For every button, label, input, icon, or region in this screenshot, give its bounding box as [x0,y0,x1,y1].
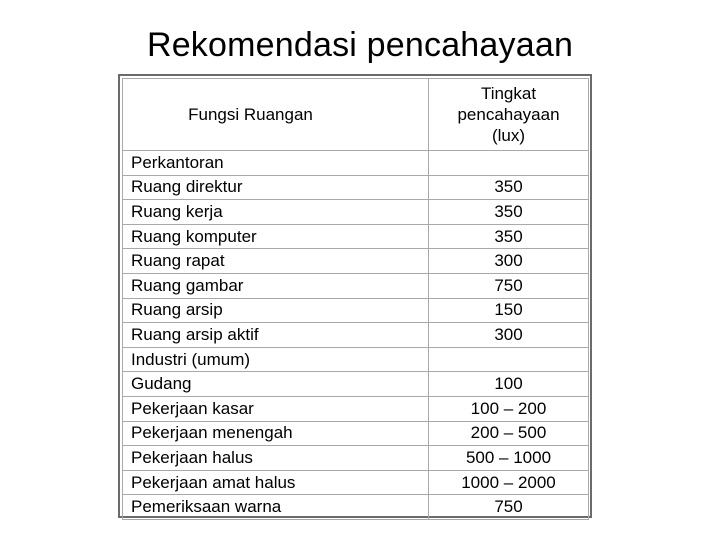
table-row-category [123,151,589,176]
lux-value-cell: 100 [429,372,589,397]
lux-value-cell [429,347,589,372]
table-row [123,298,589,323]
column-header-room-function: Fungsi Ruangan [123,79,429,151]
page-title: Rekomendasi pencahayaan [146,26,574,64]
table-row [123,249,589,274]
lux-value-cell: 350 [429,224,589,249]
table-row [123,200,589,225]
room-function-cell: Pekerjaan amat halus [123,470,429,495]
table-row [123,224,589,249]
lux-value-cell [429,151,589,176]
table-row [123,175,589,200]
table-row [123,421,589,446]
table-row [123,446,589,471]
room-function-cell: Ruang kerja [123,200,429,225]
lux-value-cell: 750 [429,495,589,520]
lux-value-cell: 300 [429,323,589,348]
table-row [123,372,589,397]
room-function-cell: Perkantoran [123,151,429,176]
room-function-cell: Ruang komputer [123,224,429,249]
lux-value-cell: 100 – 200 [429,396,589,421]
room-function-cell: Industri (umum) [123,347,429,372]
lux-value-cell: 1000 – 2000 [429,470,589,495]
room-function-cell: Pekerjaan kasar [123,396,429,421]
room-function-cell: Pemeriksaan warna [123,495,429,520]
lux-value-cell: 350 [429,200,589,225]
table-row [123,273,589,298]
lux-value-cell: 200 – 500 [429,421,589,446]
lux-value-cell: 150 [429,298,589,323]
room-function-cell: Ruang arsip aktif [123,323,429,348]
lux-value-cell: 300 [429,249,589,274]
room-function-cell: Pekerjaan halus [123,446,429,471]
header-line: pencahayaan [457,105,560,124]
lux-value-cell: 500 – 1000 [429,446,589,471]
table-row [123,396,589,421]
table-row [123,495,589,520]
lux-value-cell: 750 [429,273,589,298]
lighting-table [122,78,589,520]
room-function-cell: Ruang direktur [123,175,429,200]
room-function-cell: Gudang [123,372,429,397]
room-function-cell: Ruang arsip [123,298,429,323]
header-line: Tingkat [480,84,537,103]
room-function-cell: Pekerjaan menengah [123,421,429,446]
room-function-cell: Ruang rapat [123,249,429,274]
table-row [123,323,589,348]
lux-value-cell: 350 [429,175,589,200]
table-row [123,470,589,495]
table-row-category [123,347,589,372]
table-header-row [123,79,589,151]
room-function-cell: Ruang gambar [123,273,429,298]
header-line: (lux) [491,126,526,145]
column-header-lighting-level [429,79,589,151]
